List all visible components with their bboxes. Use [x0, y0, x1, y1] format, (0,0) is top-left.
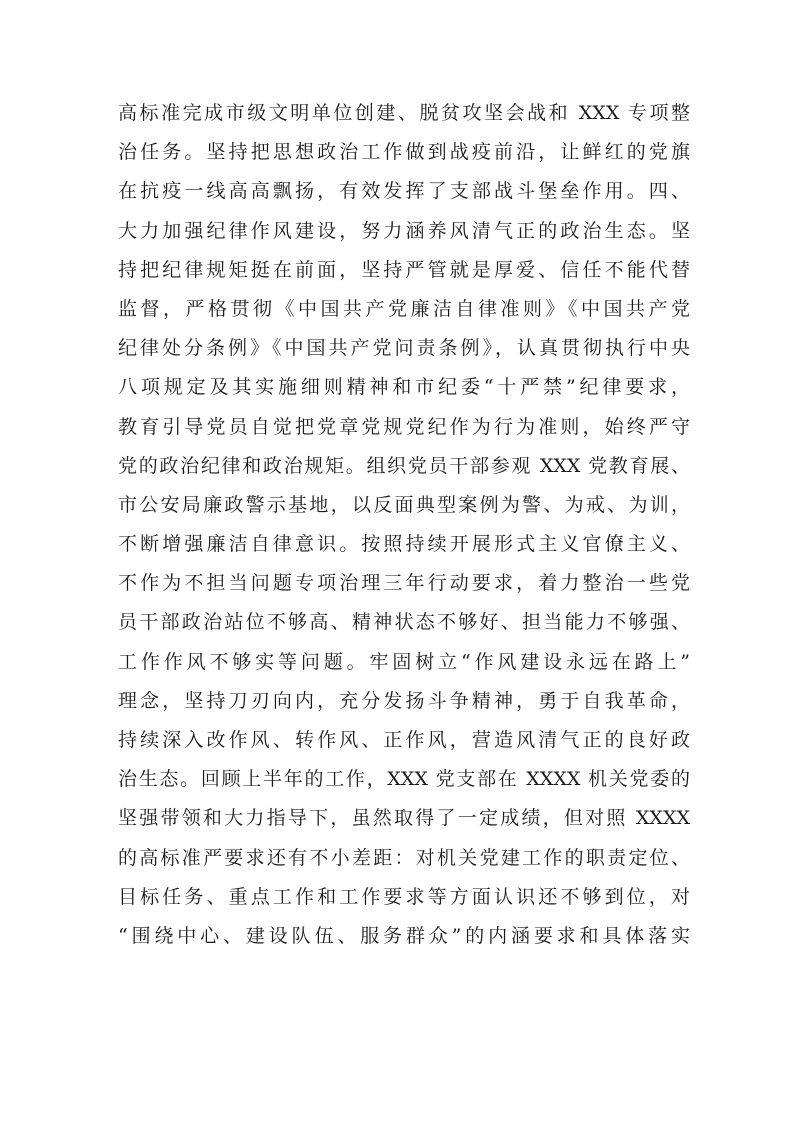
text-line: 的高标准严要求还有不小差距：对机关党建工作的职责定位、 [118, 846, 690, 869]
text-line: 不断增强廉洁自律意识。按照持续开展形式主义官僚主义、 [118, 533, 690, 556]
text-line: 八项规定及其实施细则精神和市纪委“十严禁”纪律要求， [118, 376, 690, 399]
text-line: 治生态。回顾上半年的工作，XXX 党支部在 XXXX 机关党委的 [118, 768, 690, 791]
text-line: 持把纪律规矩挺在前面，坚持严管就是厚爱、信任不能代替 [118, 258, 690, 281]
text-line: 市公安局廉政警示基地，以反面典型案例为警、为戒、为训， [118, 493, 690, 516]
text-line: 教育引导党员自觉把党章党规党纪作为行为准则，始终严守 [118, 415, 690, 438]
text-line: 工作作风不够实等问题。牢固树立“作风建设永远在路上” [118, 650, 690, 673]
text-line: 不作为不担当问题专项治理三年行动要求，着力整治一些党 [118, 572, 690, 595]
text-line: 大力加强纪律作风建设，努力涵养风清气正的政治生态。坚 [118, 219, 690, 242]
text-line: 理念，坚持刀刃向内，充分发扬斗争精神，勇于自我革命， [118, 689, 690, 712]
text-line: 党的政治纪律和政治规矩。组织党员干部参观 XXX 党教育展、 [118, 454, 690, 477]
text-line: “围绕中心、建设队伍、服务群众”的内涵要求和具体落实 [118, 924, 690, 947]
text-line: 高标准完成市级文明单位创建、脱贫攻坚会战和 XXX 专项整 [118, 102, 690, 124]
text-line: 纪律处分条例》《中国共产党问责条例》，认真贯彻执行中央 [118, 337, 690, 360]
text-line: 目标任务、重点工作和工作要求等方面认识还不够到位，对 [118, 885, 690, 908]
body-text [118, 94, 690, 956]
text-line: 持续深入改作风、转作风、正作风，营造风清气正的良好政 [118, 729, 690, 751]
text-line: 员干部政治站位不够高、精神状态不够好、担当能力不够强、 [118, 611, 690, 634]
text-line: 在抗疫一线高高飘扬，有效发挥了支部战斗堡垒作用。四、 [118, 180, 690, 203]
text-line: 坚强带领和大力指导下，虽然取得了一定成绩，但对照 XXXX [118, 807, 690, 830]
text-line: 监督，严格贯彻《中国共产党廉洁自律准则》《中国共产党 [118, 297, 690, 320]
text-line: 治任务。坚持把思想政治工作做到战疫前沿，让鲜红的党旗 [118, 141, 690, 164]
